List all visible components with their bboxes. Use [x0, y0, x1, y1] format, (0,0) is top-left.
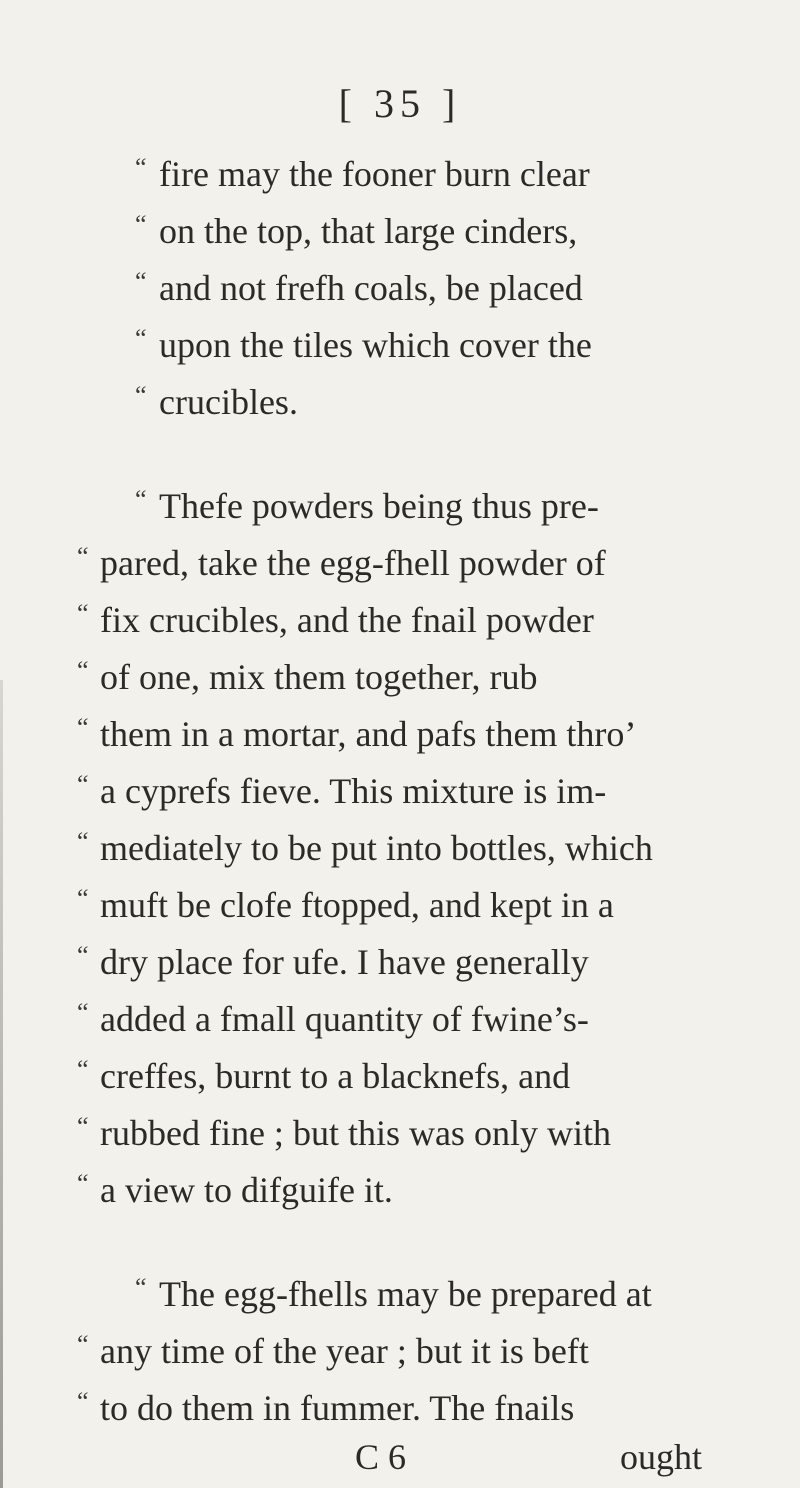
quote-mark: “: [77, 656, 89, 685]
text-line: [0, 1109, 800, 1161]
line-text: rubbed fine ; but this was only with: [100, 1113, 611, 1153]
text-line: [0, 1270, 800, 1322]
quote-mark: “: [77, 713, 89, 742]
line-text: them in a mortar, and pafs them thro’: [100, 714, 637, 754]
text-line: [0, 150, 800, 202]
quote-mark: “: [135, 485, 147, 514]
quote-mark: “: [77, 1112, 89, 1141]
line-text: added a fmall quantity of fwine’s-: [100, 999, 589, 1039]
quote-mark: “: [135, 267, 147, 296]
text-line: [0, 938, 800, 990]
text-line: [0, 378, 800, 430]
text-line: [0, 1384, 800, 1436]
quote-mark: “: [77, 1387, 89, 1416]
signature-mark: C 6: [355, 1437, 407, 1477]
quote-mark: “: [135, 1273, 147, 1302]
line-text: mediately to be put into bottles, which: [100, 828, 653, 868]
line-text: on the top, that large cinders,: [159, 211, 578, 251]
catchword: ought: [620, 1437, 703, 1477]
text-line: [0, 1052, 800, 1104]
quote-mark: “: [77, 542, 89, 571]
quote-mark: “: [77, 827, 89, 856]
line-text: any time of the year ; but it is beft: [100, 1331, 589, 1371]
line-text: Thefe powders being thus pre-: [159, 486, 599, 526]
quote-mark: “: [135, 324, 147, 353]
line-text: upon the tiles which cover the: [159, 325, 592, 365]
line-text: muft be clofe ftopped, and kept in a: [100, 885, 614, 925]
text-line: [0, 1327, 800, 1379]
line-text: of one, mix them together, rub: [100, 657, 538, 697]
quote-mark: “: [77, 770, 89, 799]
quote-mark: “: [77, 599, 89, 628]
text-line: [0, 539, 800, 591]
quote-mark: “: [77, 1055, 89, 1084]
text-line: [0, 653, 800, 705]
text-line: [0, 824, 800, 876]
text-line: [0, 995, 800, 1047]
text-line: [0, 1166, 800, 1218]
quote-mark: “: [77, 1330, 89, 1359]
line-text: a cyprefs fieve. This mixture is im-: [100, 771, 607, 811]
line-text: fire may the fooner burn clear: [159, 154, 590, 194]
quote-mark: “: [77, 941, 89, 970]
line-text: dry place for ufe. I have generally: [100, 942, 589, 982]
quote-mark: “: [77, 998, 89, 1027]
text-line: [0, 710, 800, 762]
page-header: [ 35 ]: [338, 81, 462, 126]
quote-mark: “: [135, 381, 147, 410]
line-text: to do them in fummer. The fnails: [100, 1388, 575, 1428]
line-text: pared, take the egg-fhell powder of: [100, 543, 606, 583]
quote-mark: “: [77, 884, 89, 913]
text-line: [0, 482, 800, 534]
text-line: [0, 767, 800, 819]
line-text: creffes, burnt to a blacknefs, and: [100, 1056, 571, 1096]
line-text: and not frefh coals, be placed: [159, 268, 583, 308]
text-line: [0, 207, 800, 259]
quote-mark: “: [135, 153, 147, 182]
text-line: [0, 321, 800, 373]
line-text: crucibles.: [159, 382, 298, 422]
line-text: fix crucibles, and the fnail powder: [100, 600, 594, 640]
text-line: [0, 596, 800, 648]
line-text: The egg-fhells may be prepared at: [159, 1274, 652, 1314]
quote-mark: “: [77, 1169, 89, 1198]
text-line: [0, 881, 800, 933]
quote-mark: “: [135, 210, 147, 239]
text-line: [0, 264, 800, 316]
line-text: a view to difguife it.: [100, 1170, 393, 1210]
